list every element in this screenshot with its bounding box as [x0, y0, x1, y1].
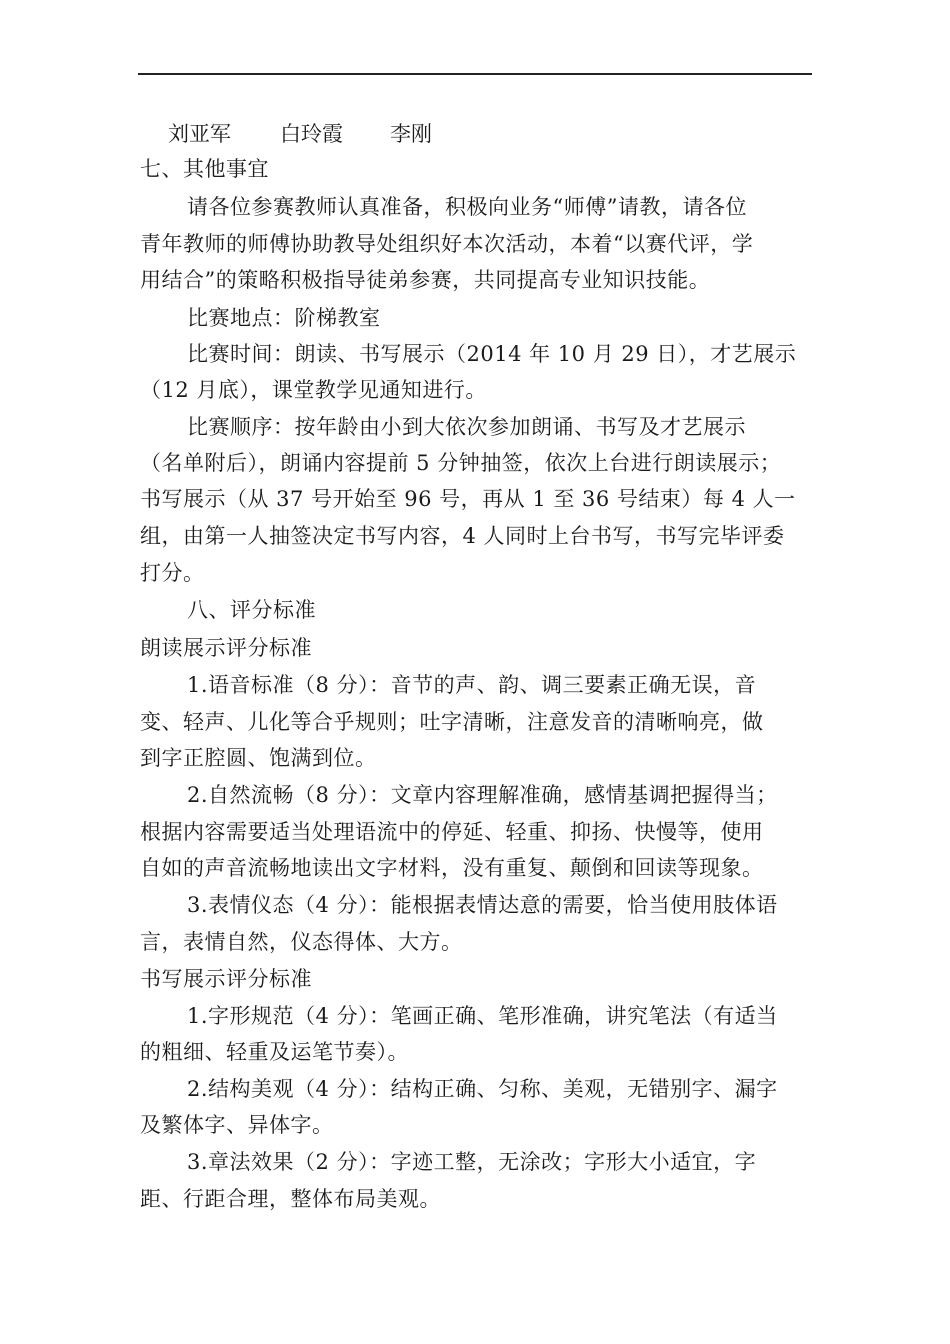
- subsection-heading: 朗读展示评分标准: [140, 636, 312, 660]
- paragraph-line: 用结合”的策略积极指导徒弟参赛，共同提高专业知识技能。: [140, 268, 711, 292]
- paragraph-line: 到字正腔圆、饱满到位。: [140, 746, 377, 770]
- paragraph-line: 及繁体字、异体字。: [140, 1113, 334, 1137]
- paragraph-line: 根据内容需要适当处理语流中的停延、轻重、抑扬、快慢等，使用: [140, 820, 764, 844]
- paragraph-line: 距、行距合理，整体布局美观。: [140, 1187, 441, 1211]
- paragraph-line: 2.结构美观（4 分）：结构正确、匀称、美观，无错别字、漏字: [187, 1077, 778, 1101]
- paragraph-line: 请各位参赛教师认真准备，积极向业务“师傅”请教，请各位: [187, 195, 747, 219]
- paragraph-line: 3.章法效果（2 分）：字迹工整，无涂改；字形大小适宜，字: [187, 1150, 757, 1174]
- paragraph-line: 青年教师的师傅协助教导处组织好本次活动，本着“以赛代评，学: [140, 232, 754, 256]
- paragraph-line: 比赛地点：阶梯教室: [187, 306, 381, 330]
- paragraph-line: 言，表情自然，仪态得体、大方。: [140, 930, 463, 954]
- paragraph-line: 变、轻声、儿化等合乎规则；吐字清晰，注意发音的清晰响亮，做: [140, 710, 764, 734]
- subsection-heading: 书写展示评分标准: [140, 967, 312, 991]
- paragraph-line: 自如的声音流畅地读出文字材料，没有重复、颠倒和回读等现象。: [140, 856, 764, 880]
- paragraph-line: （名单附后），朗诵内容提前 5 分钟抽签，依次上台进行朗读展示；: [140, 451, 782, 475]
- section-heading: 七、其他事宜: [140, 157, 269, 181]
- signer-name: 刘亚军: [168, 122, 231, 146]
- paragraph-line: 组，由第一人抽签决定书写内容，4 人同时上台书写，书写完毕评委: [140, 524, 785, 548]
- paragraph-line: 1.语音标准（8 分）：音节的声、韵、调三要素正确无误，音: [187, 673, 757, 697]
- paragraph-line: 比赛时间：朗读、书写展示（2014 年 10 月 29 日），才艺展示: [187, 342, 797, 366]
- signer-name: 白玲霞: [280, 122, 343, 146]
- paragraph-line: 2.自然流畅（8 分）：文章内容理解准确，感情基调把握得当；: [187, 783, 778, 807]
- paragraph-line: 书写展示（从 37 号开始至 96 号，再从 1 至 36 号结束）每 4 人一: [140, 487, 796, 511]
- paragraph-line: 的粗细、轻重及运笔节奏）。: [140, 1040, 409, 1064]
- paragraph-line: （12 月底），课堂教学见通知进行。: [140, 378, 487, 402]
- header-rule: [138, 73, 812, 75]
- paragraph-line: 打分。: [140, 561, 205, 585]
- paragraph-line: 比赛顺序：按年龄由小到大依次参加朗诵、书写及才艺展示: [187, 415, 746, 439]
- paragraph-line: 1.字形规范（4 分）：笔画正确、笔形准确，讲究笔法（有适当: [187, 1004, 778, 1028]
- paragraph-line: 3.表情仪态（4 分）：能根据表情达意的需要，恰当使用肢体语: [187, 893, 778, 917]
- signer-name: 李刚: [390, 122, 432, 146]
- section-heading: 八、评分标准: [187, 598, 316, 622]
